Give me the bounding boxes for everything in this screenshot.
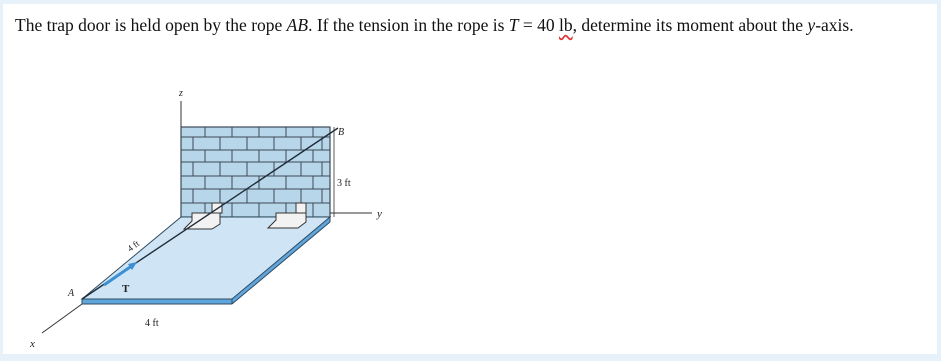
question-part: -axis. bbox=[815, 15, 854, 35]
rope-name: AB bbox=[286, 15, 309, 35]
label-t: T bbox=[122, 283, 130, 295]
label-a: A bbox=[68, 288, 75, 299]
label-b: B bbox=[338, 127, 345, 138]
question-part: . If the tension in the rope is bbox=[308, 15, 509, 35]
label-3ft: 3 ft bbox=[337, 178, 351, 189]
question-part: The trap door is held open by the rope bbox=[15, 15, 287, 35]
unit-lb: lb bbox=[559, 15, 573, 35]
label-z: z bbox=[179, 88, 183, 99]
label-4ft-bottom: 4 ft bbox=[145, 318, 159, 329]
question-part: = 40 bbox=[518, 15, 560, 35]
x-axis bbox=[42, 304, 82, 333]
label-4ft-slant: 4 ft bbox=[125, 238, 142, 254]
question-part: , determine its moment about the bbox=[572, 15, 808, 35]
label-x: x bbox=[30, 338, 35, 350]
label-y: y bbox=[377, 208, 382, 220]
bottom-strip bbox=[0, 354, 941, 361]
brick-wall bbox=[181, 127, 330, 217]
tension-symbol: T bbox=[508, 15, 519, 35]
axis-symbol: y bbox=[807, 15, 816, 35]
trap-door bbox=[82, 217, 330, 304]
